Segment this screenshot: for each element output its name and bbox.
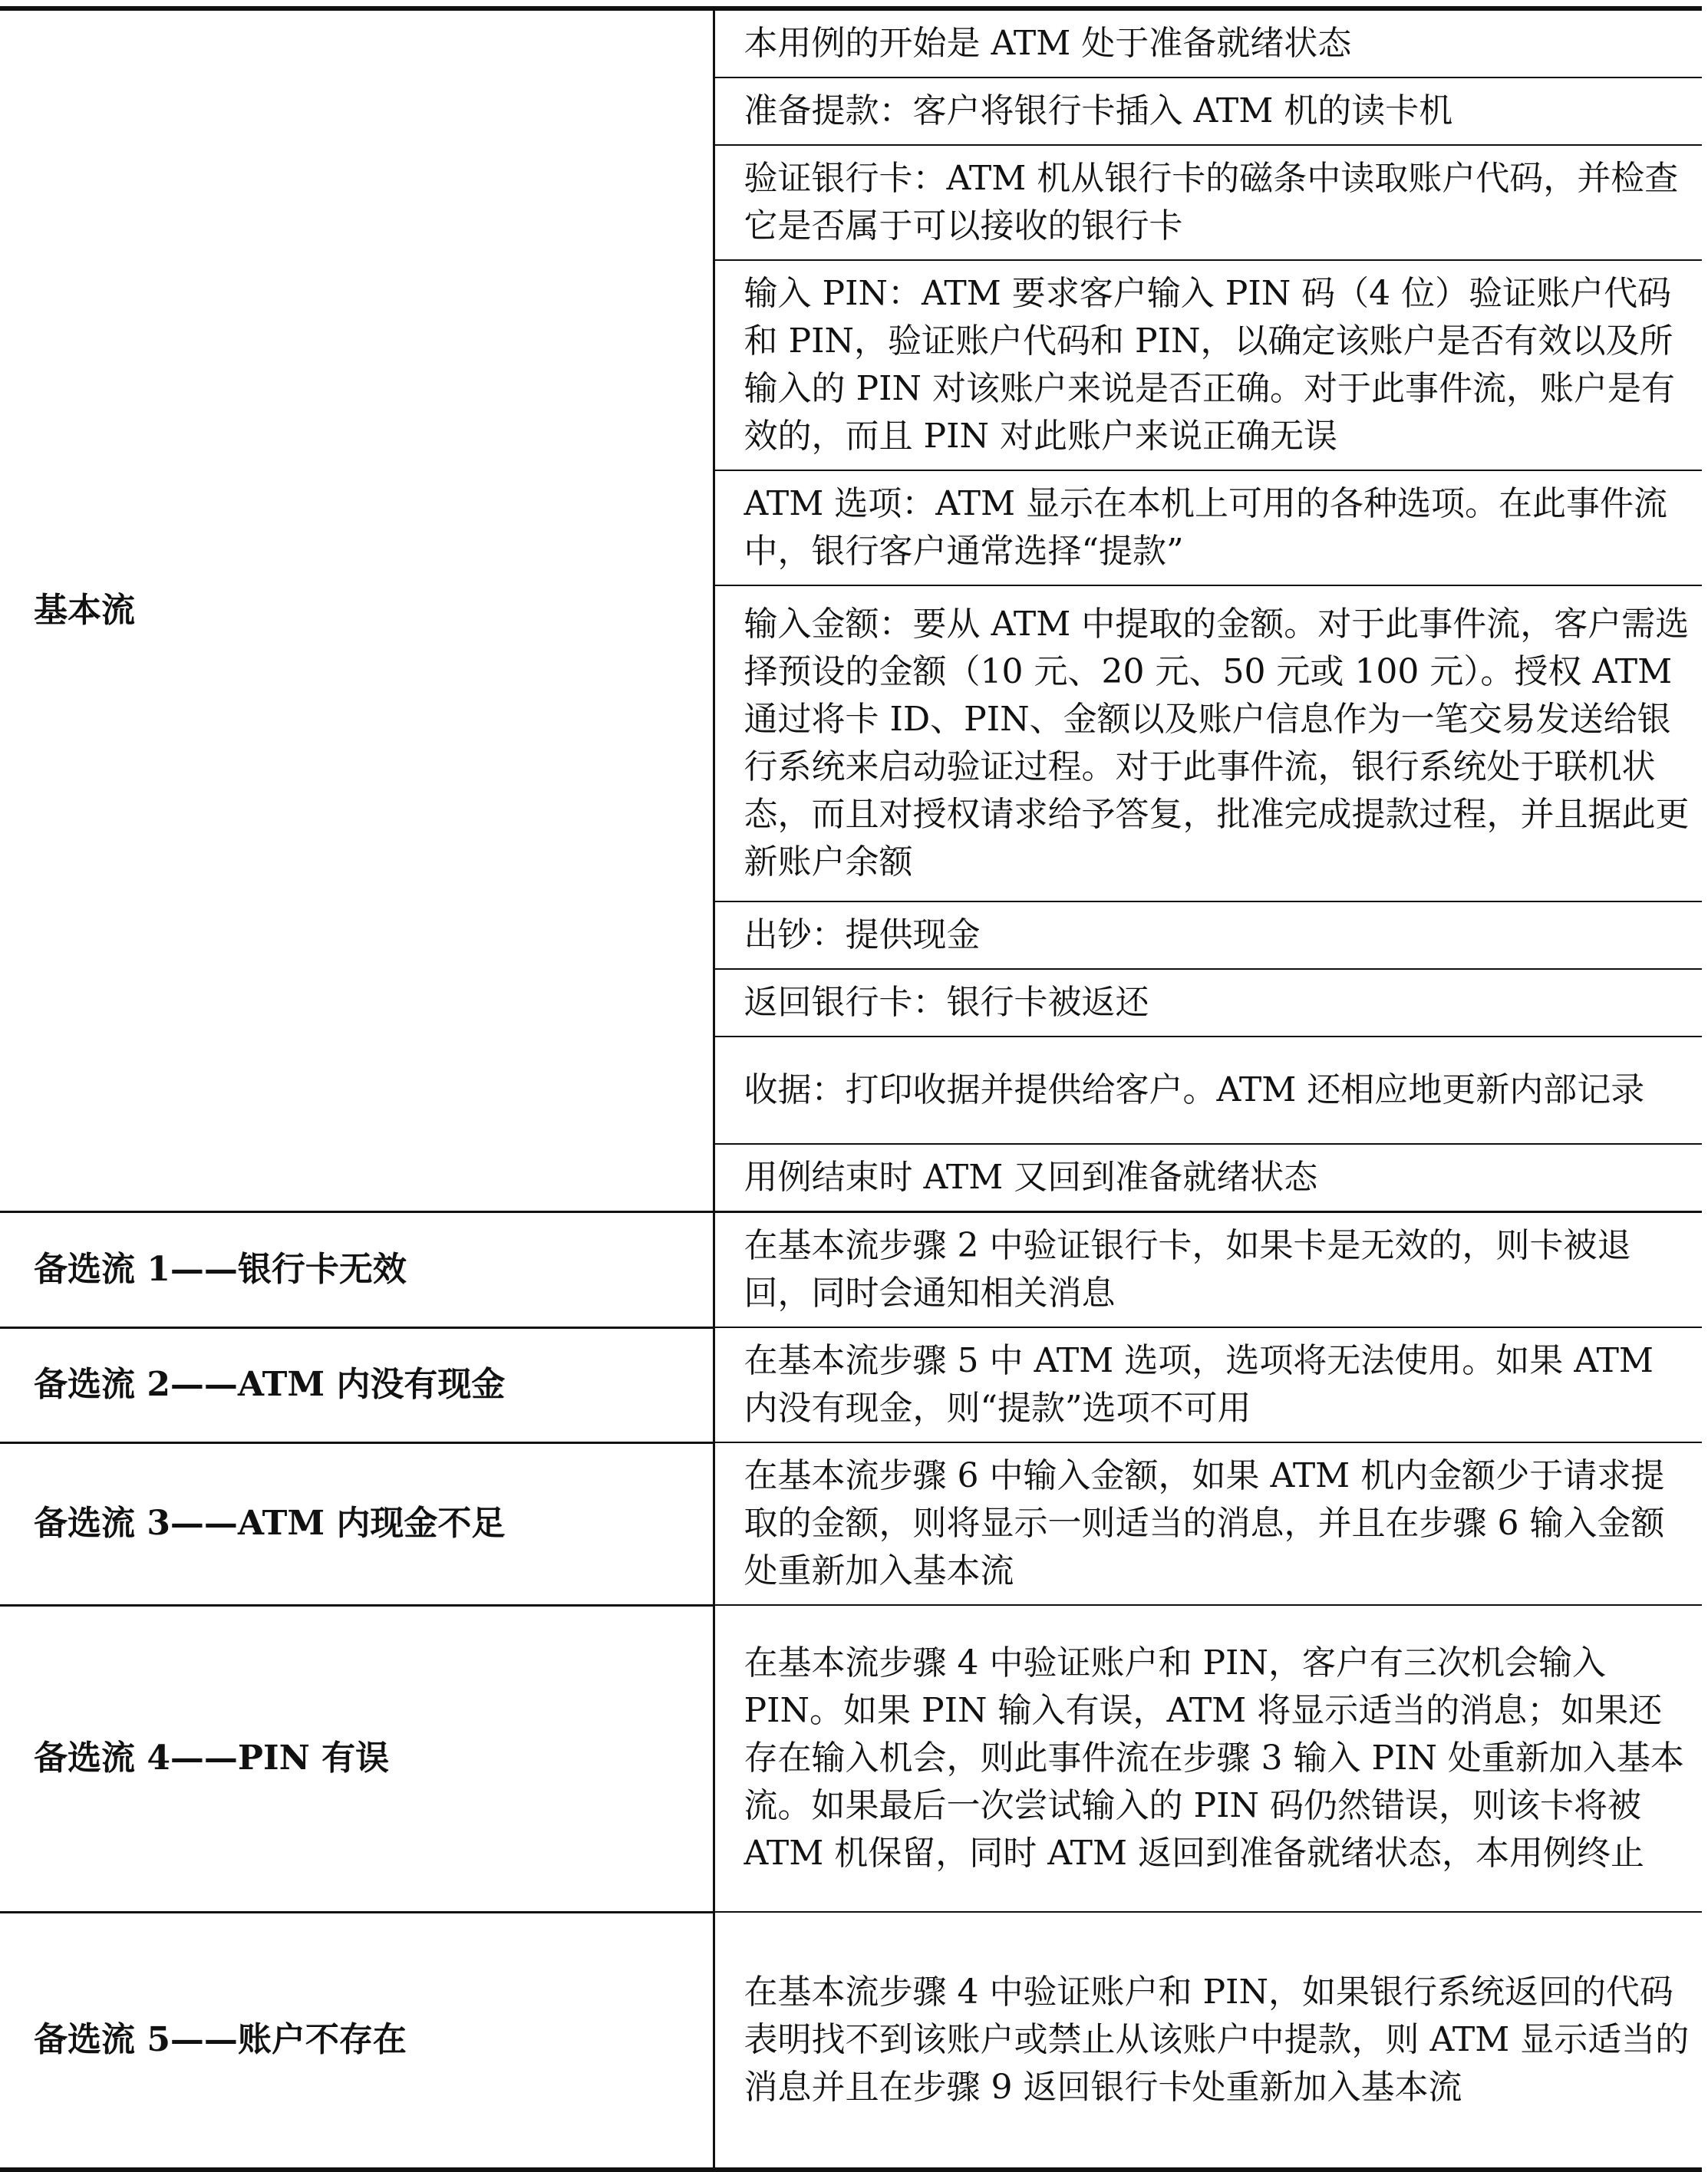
basic-flow-step: 用例结束时 ATM 又回到准备就绪状态 [714,1144,1702,1212]
basic-flow-step: 输入 PIN：ATM 要求客户输入 PIN 码（4 位）验证账户代码和 PIN，验证账户代码和 PIN，以确定该账户是否有效以及所输入的 PIN 对该账户来说是否正确。对于此事件流，账户是有效的，而且 PIN 对此账户来说正确无误 [714,260,1702,470]
alt-flow-row [0,1605,1702,1912]
basic-flow-step: 准备提款：客户将银行卡插入 ATM 机的读卡机 [714,77,1702,145]
alt-flow-text: 在基本流步骤 2 中验证银行卡，如果卡是无效的，则卡被退回，同时会通知相关消息 [714,1212,1702,1328]
alt-flow-text: 在基本流步骤 4 中验证账户和 PIN，客户有三次机会输入 PIN。如果 PIN 输入有误，ATM 将显示适当的消息；如果还存在输入机会，则此事件流在步骤 3 输入 PIN 处重新加入基本流。如果最后一次尝试输入的 PIN 码仍然错误，则该卡将被 ATM 机保留，同时 ATM 返回到准备就绪状态，本用例终止 [714,1605,1702,1912]
basic-flow-step: 本用例的开始是 ATM 处于准备就绪状态 [714,8,1702,77]
alt-flow-text: 在基本流步骤 5 中 ATM 选项，选项将无法使用。如果 ATM 内没有现金，则“提款”选项不可用 [714,1327,1702,1442]
alt-flow-label: 备选流 1——银行卡无效 [0,1212,714,1328]
alt-flow-row [0,1442,1702,1605]
alt-flow-label: 备选流 2——ATM 内没有现金 [0,1327,714,1442]
use-case-flow-table [0,6,1702,2172]
alt-flow-text: 在基本流步骤 4 中验证账户和 PIN，如果银行系统返回的代码表明找不到该账户或禁止从该账户中提款，则 ATM 显示适当的消息并且在步骤 9 返回银行卡处重新加入基本流 [744,1973,1690,2107]
alt-flow-row [0,1327,1702,1442]
alt-flow-row [0,1912,1702,2170]
basic-flow-label: 基本流 [0,8,714,1212]
basic-flow-step: 输入金额：要从 ATM 中提取的金额。对于此事件流，客户需选择预设的金额（10 元、20 元、50 元或 100 元）。授权 ATM 通过将卡 ID、PIN、金额以及账户信息作为一笔交易发送给银行系统来启动验证过程。对于此事件流，银行系统处于联机状态，而且对授权请求给予答复，批准完成提款过程，并且据此更新账户余额 [714,585,1702,901]
alt-flow-label: 备选流 4——PIN 有误 [0,1605,714,1912]
alt-flow-row [0,1212,1702,1328]
alt-flow-label: 备选流 3——ATM 内现金不足 [0,1442,714,1605]
basic-flow-step: 出钞：提供现金 [714,901,1702,969]
alt-flow-label: 备选流 5——账户不存在 [0,1912,714,2170]
basic-flow-row [0,8,1702,77]
basic-flow-step: 验证银行卡：ATM 机从银行卡的磁条中读取账户代码，并检查它是否属于可以接收的银行卡 [714,145,1702,260]
basic-flow-step: 收据：打印收据并提供给客户。ATM 还相应地更新内部记录 [714,1037,1702,1144]
basic-flow-step: 返回银行卡：银行卡被返还 [714,969,1702,1037]
alt-flow-text: 在基本流步骤 6 中输入金额，如果 ATM 机内金额少于请求提取的金额，则将显示一则适当的消息，并且在步骤 6 输入金额处重新加入基本流 [714,1442,1702,1605]
basic-flow-step: ATM 选项：ATM 显示在本机上可用的各种选项。在此事件流中，银行客户通常选择“提款” [714,470,1702,585]
